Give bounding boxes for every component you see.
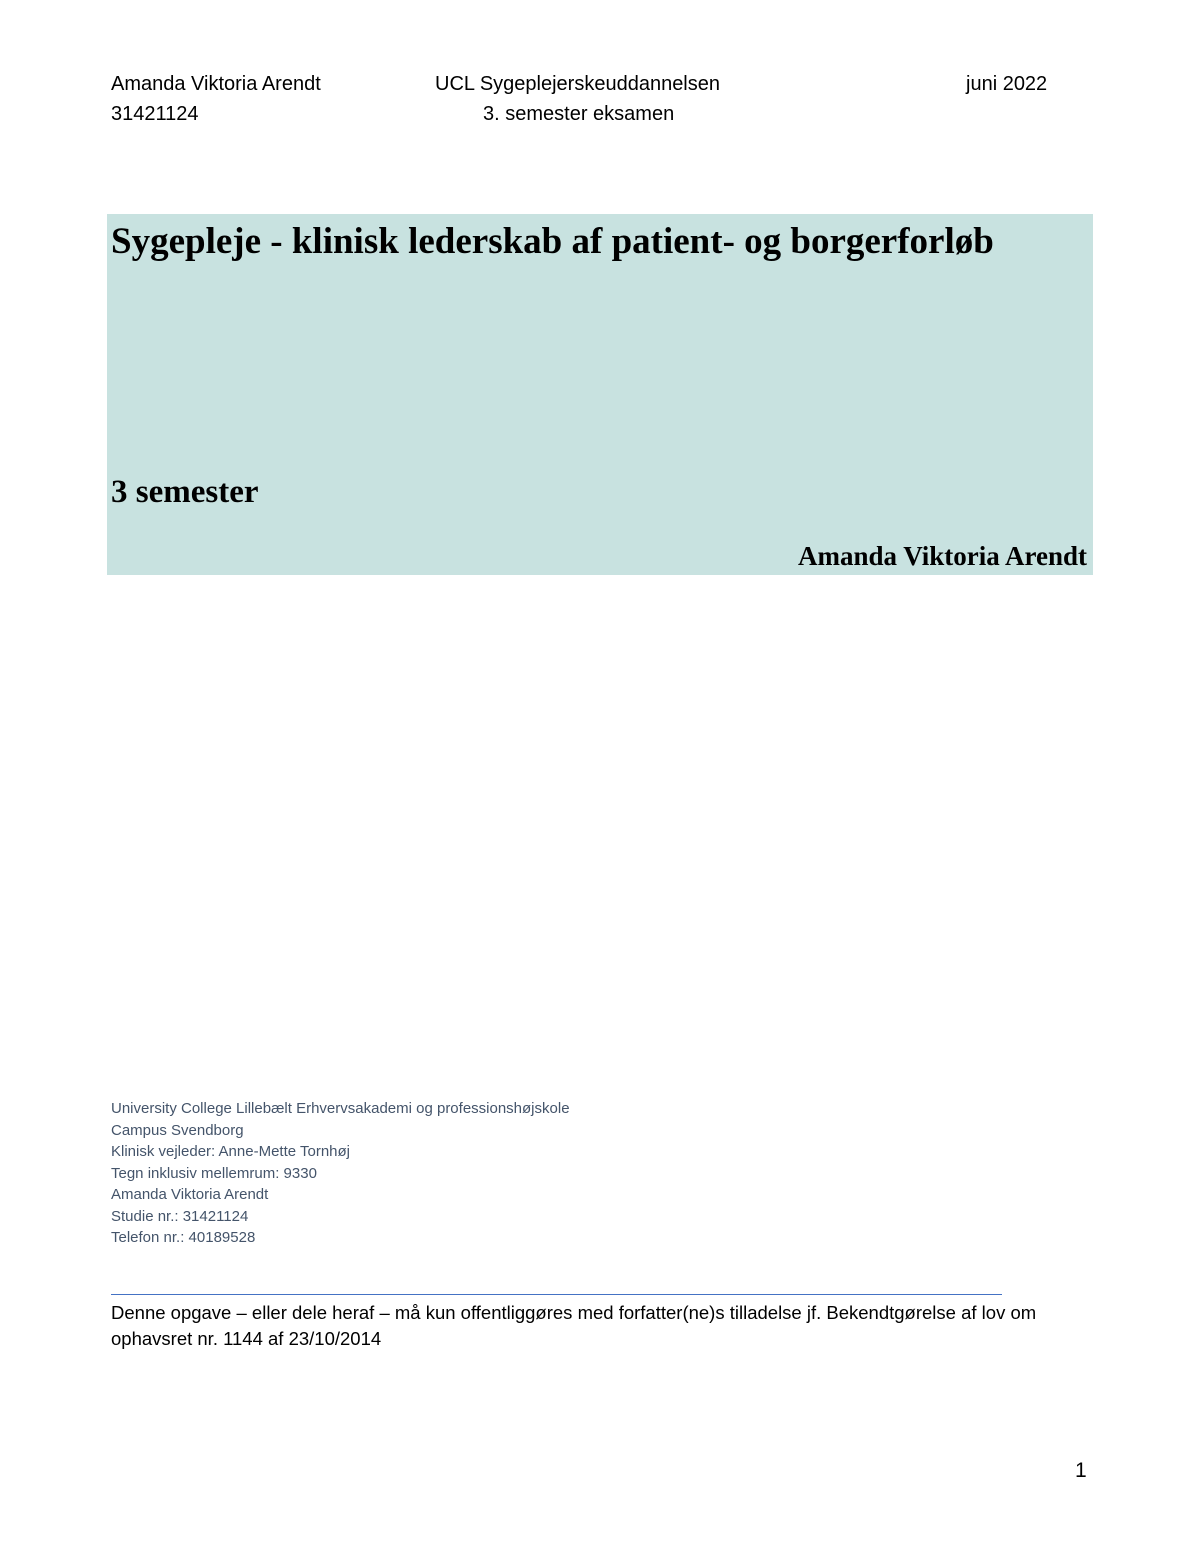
header-student-id: 31421124 <box>111 103 199 125</box>
document-title: Sygepleje - klinisk lederskab af patient- og borgerforløb <box>111 221 994 262</box>
info-author: Amanda Viktoria Arendt <box>111 1186 269 1203</box>
title-block <box>107 214 1093 575</box>
header-author-name: Amanda Viktoria Arendt <box>111 73 321 95</box>
info-character-count: Tegn inklusiv mellemrum: 9330 <box>111 1164 317 1182</box>
info-phone-number: Telefon nr.: 40189528 <box>111 1229 256 1246</box>
header-exam: 3. semester eksamen <box>483 103 675 125</box>
info-campus: Campus Svendborg <box>111 1121 244 1139</box>
header-school: UCL Sygeplejerskeuddannelsen <box>435 73 720 95</box>
info-supervisor: Klinisk vejleder: Anne-Mette Tornhøj <box>111 1143 351 1160</box>
header-date: juni 2022 <box>966 73 1048 95</box>
copyright-notice: Denne opgave – eller dele heraf – må kun offentliggøres med forfatter(ne)s tilladelse jf. Bekendtgørelse af lov om ophavsret nr. 1144 af 23/10/2014 <box>111 1302 1037 1349</box>
footnote-divider <box>111 1294 1002 1295</box>
info-institution: University College Lillebælt Erhvervsakademi og professionshøjskole <box>111 1100 570 1117</box>
info-student-number: Studie nr.: 31421124 <box>111 1207 249 1225</box>
page-number: 1 <box>1075 1459 1087 1482</box>
semester-label: 3 semester <box>111 474 259 510</box>
info-block <box>111 1098 570 1249</box>
title-author-name: Amanda Viktoria Arendt <box>797 541 1087 571</box>
